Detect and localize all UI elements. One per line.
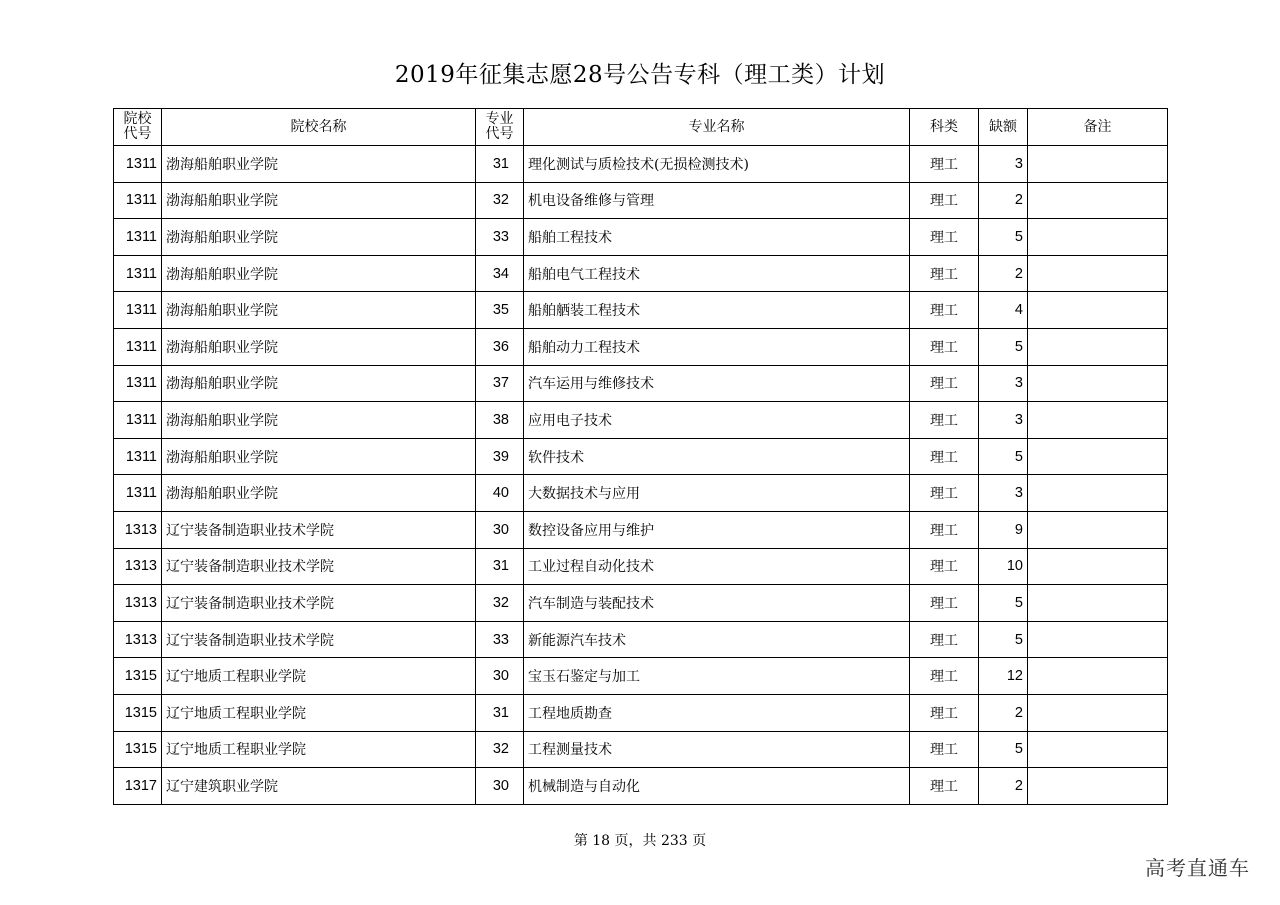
cell-school-name: 辽宁地质工程职业学院: [162, 694, 476, 731]
cell-category: 理工: [910, 219, 979, 256]
table-row: [114, 219, 1168, 256]
cell-remark: [1028, 475, 1168, 512]
cell-major-code: 31: [476, 694, 524, 731]
cell-category: 理工: [910, 548, 979, 585]
cell-school-name: 渤海船舶职业学院: [162, 402, 476, 439]
header-major-code: 专业 代号: [476, 109, 524, 146]
cell-major-name: 理化测试与质检技术(无损检测技术): [524, 146, 910, 183]
cell-remark: [1028, 438, 1168, 475]
cell-school-name: 渤海船舶职业学院: [162, 438, 476, 475]
cell-category: 理工: [910, 402, 979, 439]
cell-remark: [1028, 328, 1168, 365]
cell-category: 理工: [910, 292, 979, 329]
cell-school-code: 1311: [114, 328, 162, 365]
table-header-row: [114, 109, 1168, 146]
cell-quota: 3: [979, 402, 1028, 439]
cell-quota: 2: [979, 768, 1028, 805]
table-row: [114, 585, 1168, 622]
cell-remark: [1028, 292, 1168, 329]
page-footer: 第 18 页，共 233 页: [573, 833, 707, 849]
cell-quota: 2: [979, 255, 1028, 292]
cell-major-code: 30: [476, 511, 524, 548]
cell-school-name: 辽宁地质工程职业学院: [162, 731, 476, 768]
cell-school-name: 辽宁装备制造职业技术学院: [162, 621, 476, 658]
cell-category: 理工: [910, 658, 979, 695]
cell-school-code: 1311: [114, 365, 162, 402]
cell-school-code: 1313: [114, 585, 162, 622]
table-row: [114, 365, 1168, 402]
cell-major-code: 31: [476, 146, 524, 183]
cell-remark: [1028, 548, 1168, 585]
cell-school-name: 渤海船舶职业学院: [162, 475, 476, 512]
cell-major-code: 32: [476, 182, 524, 219]
table-row: [114, 694, 1168, 731]
cell-school-code: 1317: [114, 768, 162, 805]
cell-remark: [1028, 255, 1168, 292]
cell-category: 理工: [910, 475, 979, 512]
cell-remark: [1028, 402, 1168, 439]
cell-category: 理工: [910, 182, 979, 219]
cell-major-name: 船舶动力工程技术: [524, 328, 910, 365]
cell-school-name: 渤海船舶职业学院: [162, 292, 476, 329]
header-quota: 缺额: [979, 109, 1028, 146]
cell-quota: 2: [979, 694, 1028, 731]
cell-quota: 4: [979, 292, 1028, 329]
cell-school-name: 辽宁建筑职业学院: [162, 768, 476, 805]
cell-major-code: 39: [476, 438, 524, 475]
cell-major-name: 机械制造与自动化: [524, 768, 910, 805]
cell-major-code: 34: [476, 255, 524, 292]
table-row: [114, 438, 1168, 475]
table-row: [114, 475, 1168, 512]
cell-category: 理工: [910, 694, 979, 731]
cell-major-name: 工程测量技术: [524, 731, 910, 768]
cell-category: 理工: [910, 146, 979, 183]
cell-quota: 5: [979, 585, 1028, 622]
cell-major-code: 37: [476, 365, 524, 402]
cell-school-code: 1313: [114, 548, 162, 585]
cell-category: 理工: [910, 255, 979, 292]
cell-school-code: 1311: [114, 182, 162, 219]
cell-school-code: 1313: [114, 511, 162, 548]
cell-remark: [1028, 768, 1168, 805]
cell-remark: [1028, 658, 1168, 695]
cell-major-name: 机电设备维修与管理: [524, 182, 910, 219]
cell-school-name: 渤海船舶职业学院: [162, 255, 476, 292]
cell-major-name: 船舶工程技术: [524, 219, 910, 256]
cell-school-code: 1311: [114, 438, 162, 475]
cell-school-code: 1315: [114, 731, 162, 768]
table-row: [114, 621, 1168, 658]
cell-remark: [1028, 146, 1168, 183]
cell-category: 理工: [910, 511, 979, 548]
cell-category: 理工: [910, 585, 979, 622]
table-row: [114, 731, 1168, 768]
cell-major-name: 船舶舾装工程技术: [524, 292, 910, 329]
cell-school-code: 1313: [114, 621, 162, 658]
cell-quota: 3: [979, 146, 1028, 183]
table-row: [114, 255, 1168, 292]
cell-quota: 9: [979, 511, 1028, 548]
header-remark: 备注: [1028, 109, 1168, 146]
cell-major-code: 36: [476, 328, 524, 365]
table-body: [114, 146, 1168, 805]
cell-category: 理工: [910, 365, 979, 402]
cell-school-code: 1311: [114, 292, 162, 329]
cell-category: 理工: [910, 768, 979, 805]
cell-school-name: 辽宁装备制造职业技术学院: [162, 511, 476, 548]
cell-remark: [1028, 511, 1168, 548]
cell-remark: [1028, 621, 1168, 658]
watermark: 高考直通车: [1145, 856, 1250, 880]
cell-major-name: 汽车运用与维修技术: [524, 365, 910, 402]
header-category: 科类: [910, 109, 979, 146]
table-row: [114, 548, 1168, 585]
cell-school-code: 1311: [114, 402, 162, 439]
cell-school-name: 渤海船舶职业学院: [162, 182, 476, 219]
cell-quota: 2: [979, 182, 1028, 219]
cell-quota: 5: [979, 328, 1028, 365]
cell-major-name: 宝玉石鉴定与加工: [524, 658, 910, 695]
cell-major-name: 工程地质勘查: [524, 694, 910, 731]
cell-major-code: 33: [476, 621, 524, 658]
table-row: [114, 402, 1168, 439]
cell-category: 理工: [910, 621, 979, 658]
cell-major-name: 应用电子技术: [524, 402, 910, 439]
table-row: [114, 328, 1168, 365]
cell-school-name: 渤海船舶职业学院: [162, 146, 476, 183]
cell-remark: [1028, 585, 1168, 622]
cell-school-name: 渤海船舶职业学院: [162, 328, 476, 365]
cell-school-code: 1311: [114, 146, 162, 183]
cell-remark: [1028, 365, 1168, 402]
cell-school-code: 1311: [114, 255, 162, 292]
cell-major-name: 汽车制造与装配技术: [524, 585, 910, 622]
cell-quota: 5: [979, 438, 1028, 475]
plan-table: [113, 108, 1168, 805]
cell-school-name: 渤海船舶职业学院: [162, 365, 476, 402]
cell-major-name: 新能源汽车技术: [524, 621, 910, 658]
cell-remark: [1028, 219, 1168, 256]
cell-major-code: 33: [476, 219, 524, 256]
table-row: [114, 658, 1168, 695]
cell-major-code: 31: [476, 548, 524, 585]
table-row: [114, 182, 1168, 219]
cell-major-code: 30: [476, 768, 524, 805]
table-row: [114, 511, 1168, 548]
cell-school-code: 1315: [114, 694, 162, 731]
header-school-name: 院校名称: [162, 109, 476, 146]
header-school-code: 院校 代号: [114, 109, 162, 146]
cell-quota: 3: [979, 475, 1028, 512]
cell-quota: 5: [979, 219, 1028, 256]
table-row: [114, 146, 1168, 183]
cell-remark: [1028, 694, 1168, 731]
cell-school-code: 1311: [114, 219, 162, 256]
cell-school-name: 辽宁装备制造职业技术学院: [162, 548, 476, 585]
cell-quota: 5: [979, 731, 1028, 768]
cell-major-code: 32: [476, 731, 524, 768]
cell-school-name: 辽宁地质工程职业学院: [162, 658, 476, 695]
cell-school-code: 1315: [114, 658, 162, 695]
cell-major-name: 大数据技术与应用: [524, 475, 910, 512]
cell-major-code: 30: [476, 658, 524, 695]
cell-major-name: 软件技术: [524, 438, 910, 475]
cell-school-name: 辽宁装备制造职业技术学院: [162, 585, 476, 622]
cell-major-code: 32: [476, 585, 524, 622]
cell-category: 理工: [910, 731, 979, 768]
cell-category: 理工: [910, 438, 979, 475]
table-row: [114, 768, 1168, 805]
cell-major-name: 工业过程自动化技术: [524, 548, 910, 585]
cell-remark: [1028, 182, 1168, 219]
cell-major-name: 数控设备应用与维护: [524, 511, 910, 548]
cell-quota: 3: [979, 365, 1028, 402]
cell-major-code: 40: [476, 475, 524, 512]
cell-major-name: 船舶电气工程技术: [524, 255, 910, 292]
cell-quota: 10: [979, 548, 1028, 585]
cell-major-code: 35: [476, 292, 524, 329]
cell-major-code: 38: [476, 402, 524, 439]
cell-quota: 12: [979, 658, 1028, 695]
cell-quota: 5: [979, 621, 1028, 658]
table-row: [114, 292, 1168, 329]
cell-school-code: 1311: [114, 475, 162, 512]
page-title: 2019年征集志愿28号公告专科（理工类）计划: [394, 62, 886, 88]
cell-school-name: 渤海船舶职业学院: [162, 219, 476, 256]
cell-remark: [1028, 731, 1168, 768]
header-major-name: 专业名称: [524, 109, 910, 146]
cell-category: 理工: [910, 328, 979, 365]
